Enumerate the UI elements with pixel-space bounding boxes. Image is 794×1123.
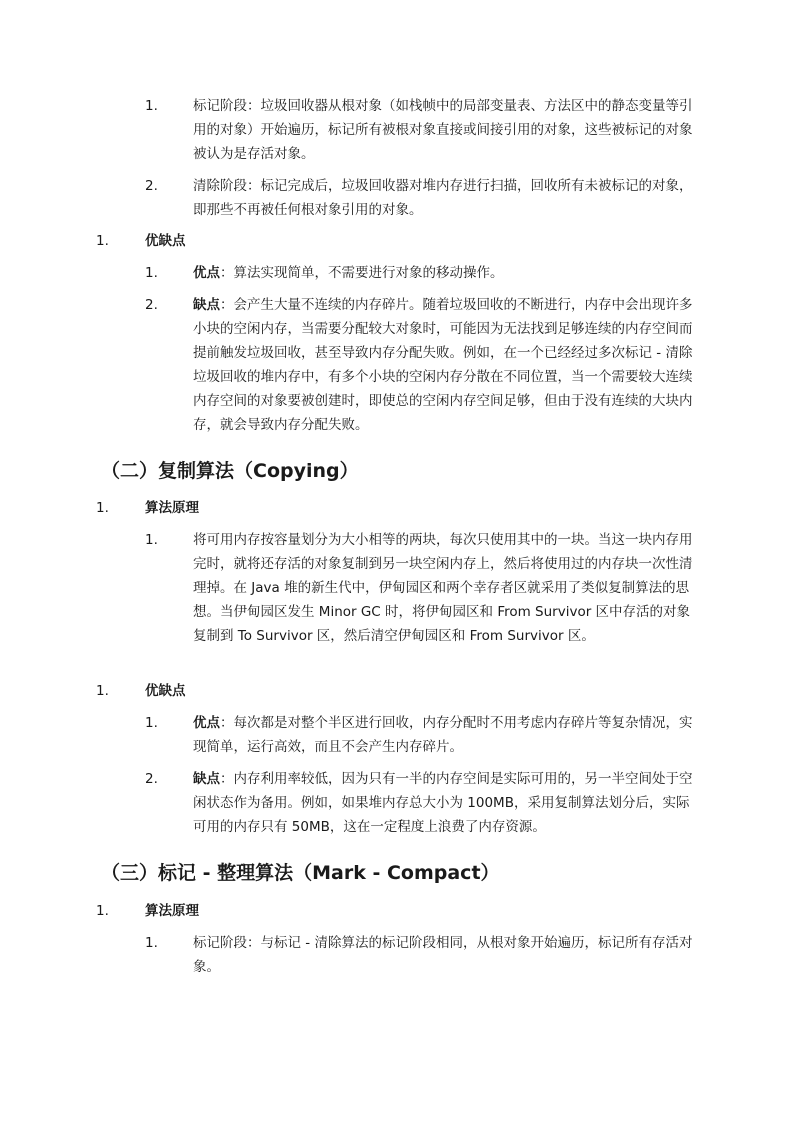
pros-item	[193, 711, 701, 759]
pros-label: 优点	[193, 715, 220, 731]
list-number: 2.	[145, 771, 158, 787]
list-number: 2.	[145, 297, 158, 313]
cons-text: ：会产生大量不连续的内存碎片。随着垃圾回收的不断进行，内存中会出现许多小块的空闲内存，当需要分配较大对象时，可能因为无法找到足够连续的内存空间而提前触发垃圾回收，甚至导致内存分配失败。例如，在一个已经经过多次标记 - 清除垃圾回收的堆内存中，有多个小块的空闲内存分散在不同位置，当一个需要较大连续内存空间的对象要被创建时，即使总的空闲内存空间足够，但由于没有连续的大块内存，就会导致内存分配失败。	[193, 297, 693, 433]
sweep-phase-text: 清除阶段：标记完成后，垃圾回收器对堆内存进行扫描，回收所有未被标记的对象，即那些不再被任何根对象引用的对象。	[193, 178, 693, 218]
pros-text: ：每次都是对整个半区进行回收，内存分配时不用考虑内存碎片等复杂情况，实现简单，运行高效，而且不会产生内存碎片。	[193, 715, 693, 755]
principle-text: 将可用内存按容量划分为大小相等的两块，每次只使用其中的一块。当这一块内存用完时，就将还存活的对象复制到另一块空闲内存上，然后将使用过的内存块一次性清理掉。在 Java 堆的新生代中，伊甸园区和两个幸存者区就采用了类似复制算法的思想。当伊甸园区发生 Minor GC 时，将伊甸园区和 From Survivor 区中存活的对象复制到 To Survivor 区，然后清空伊甸园区和 From Survivor 区。	[193, 532, 693, 644]
cons-item	[193, 293, 701, 437]
list-number: 2.	[145, 178, 158, 194]
principle-label: 算法原理	[145, 903, 199, 919]
pros-label: 优点	[193, 265, 220, 281]
list-number: 1.	[96, 233, 109, 249]
mark-phase-text: 标记阶段：垃圾回收器从根对象（如栈帧中的局部变量表、方法区中的静态变量等引用的对象）开始遍历，标记所有被根对象直接或间接引用的对象，这些被标记的对象被认为是存活对象。	[193, 98, 693, 162]
list-number: 1.	[96, 683, 109, 699]
section-heading: （二）复制算法（Copying）	[101, 460, 359, 482]
pros-item	[193, 261, 701, 285]
principle-label: 算法原理	[145, 500, 199, 516]
list-number: 1.	[96, 903, 109, 919]
list-number: 1.	[145, 265, 158, 281]
pros-cons-label: 优缺点	[145, 683, 186, 699]
list-number: 1.	[145, 98, 158, 114]
list-number: 1.	[145, 935, 158, 951]
cons-label: 缺点	[193, 297, 220, 313]
cons-item	[193, 767, 701, 839]
list-number: 1.	[96, 500, 109, 516]
section-heading: （三）标记 - 整理算法（Mark - Compact）	[101, 862, 500, 884]
list-number: 1.	[145, 532, 158, 548]
mark-phase-text: 标记阶段：与标记 - 清除算法的标记阶段相同，从根对象开始遍历，标记所有存活对象。	[193, 935, 693, 975]
cons-label: 缺点	[193, 771, 220, 787]
cons-text: ：内存利用率较低，因为只有一半的内存空间是实际可用的，另一半空间处于空闲状态作为备用。例如，如果堆内存总大小为 100MB，采用复制算法划分后，实际可用的内存只有 50MB，这在一定程度上浪费了内存资源。	[193, 771, 693, 835]
pros-cons-label: 优缺点	[145, 233, 186, 249]
list-number: 1.	[145, 715, 158, 731]
pros-text: ：算法实现简单，不需要进行对象的移动操作。	[220, 265, 504, 281]
